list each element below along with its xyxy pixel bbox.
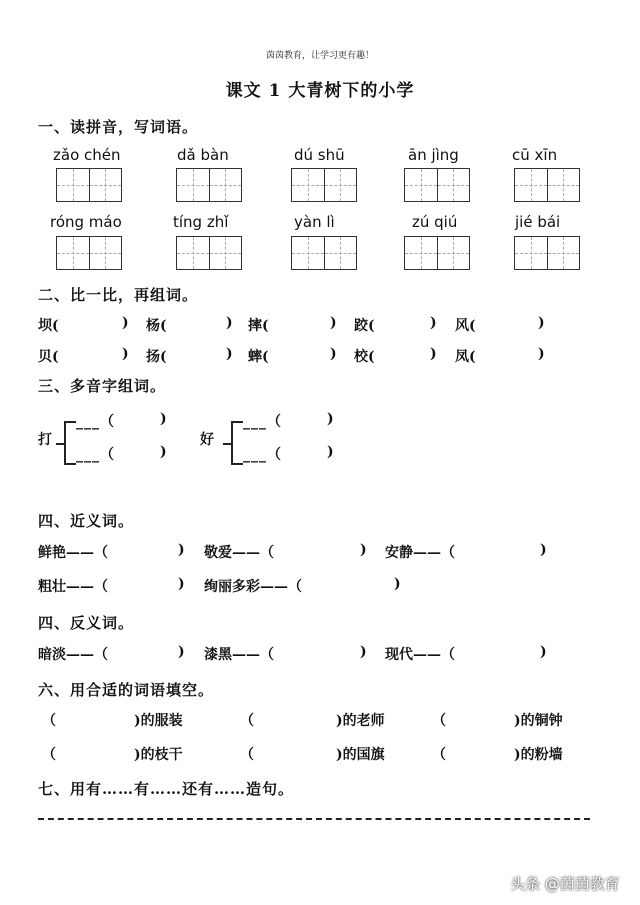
brace-icon [231,421,243,465]
page-header: 茵茵教育，让学习更有趣！ [265,51,374,61]
pinyin-label: ān jìng [408,146,459,164]
fill-item: )的老师 [336,713,385,729]
antonym-item: 漆黑——（ [204,647,274,663]
pinyin-label: zú qiú [412,213,458,231]
compare-item: 扬( [146,349,167,365]
compare-close: ) [330,346,337,362]
pinyin-label: tíng zhǐ [173,213,229,231]
pinyin-label: yàn lì [294,213,335,231]
writing-grid[interactable] [56,168,122,202]
answer-line[interactable] [38,818,590,820]
compare-close: ) [122,346,129,362]
writing-grid[interactable] [514,168,580,202]
writing-grid[interactable] [404,168,470,202]
compare-item: 蟀( [248,349,269,365]
compare-item: 风( [455,318,476,334]
section-2-heading: 二、比一比，再组词。 [38,286,199,304]
synonym-item: 绚丽多彩——（ [204,579,302,595]
synonym-close: ) [540,542,547,558]
synonym-item: 鲜艳——（ [38,545,108,561]
pinyin-label: róng máo [50,213,122,231]
fill-item: )的国旗 [336,747,385,763]
compare-item: 校( [354,349,375,365]
compare-close: ) [122,315,129,331]
writing-grid[interactable] [291,168,357,202]
polyphone-blank: ___（ [76,414,115,430]
section-4-heading: 四、近义词。 [38,512,135,530]
antonym-item: 暗淡——（ [38,647,108,663]
compare-close: ) [226,346,233,362]
compare-close: ) [430,315,437,331]
fill-item: )的服装 [134,713,183,729]
fill-open: （ [42,747,56,763]
section-3-heading: 三、多音字组词。 [38,377,167,395]
compare-close: ) [538,315,545,331]
compare-item: 跤( [354,318,375,334]
pinyin-label: cū xīn [512,146,558,164]
polyphone-blank: ___（ [243,447,282,463]
pinyin-label: dú shū [294,146,345,164]
polyphone-blank: ___（ [76,447,115,463]
polyphone-close: ) [160,411,167,427]
synonym-close: ) [178,576,185,592]
compare-close: ) [330,315,337,331]
fill-item: )的枝干 [134,747,183,763]
fill-open: （ [42,713,56,729]
compare-item: 凤( [455,349,476,365]
section-1-heading: 一、读拼音，写词语。 [38,118,199,136]
synonym-close: ) [178,542,185,558]
synonym-item: 粗壮——（ [38,579,108,595]
synonym-close: ) [394,576,401,592]
fill-open: （ [432,747,446,763]
writing-grid[interactable] [291,236,357,270]
antonym-close: ) [360,644,367,660]
synonym-item: 敬爱——（ [204,545,274,561]
fill-open: （ [240,747,254,763]
pinyin-label: dǎ bàn [177,146,229,164]
compare-close: ) [538,346,545,362]
writing-grid[interactable] [176,168,242,202]
fill-open: （ [240,713,254,729]
pinyin-label: jié bái [515,213,561,231]
polyphone-char: 好 [200,432,214,448]
antonym-close: ) [540,644,547,660]
antonym-item: 现代——（ [385,647,455,663]
fill-open: （ [432,713,446,729]
section-5-heading: 四、反义词。 [38,614,135,632]
fill-item: )的粉墙 [514,747,563,763]
writing-grid[interactable] [176,236,242,270]
polyphone-close: ) [160,444,167,460]
section-6-heading: 六、用合适的词语填空。 [38,681,215,699]
writing-grid[interactable] [404,236,470,270]
compare-item: 摔( [248,318,269,334]
page-title: 课文 1 大青树下的小学 [225,81,415,101]
compare-item: 贝( [38,349,59,365]
fill-item: )的铜钟 [514,713,563,729]
writing-grid[interactable] [514,236,580,270]
compare-item: 坝( [38,318,59,334]
compare-close: ) [226,315,233,331]
compare-item: 杨( [146,318,167,334]
writing-grid[interactable] [56,236,122,270]
antonym-close: ) [178,644,185,660]
polyphone-blank: ___（ [243,414,282,430]
polyphone-char: 打 [38,432,52,448]
synonym-item: 安静——（ [385,545,455,561]
synonym-close: ) [360,542,367,558]
pinyin-label: zǎo chén [53,146,121,164]
polyphone-close: ) [327,411,334,427]
compare-close: ) [430,346,437,362]
section-7-heading: 七、用有……有……还有……造句。 [38,780,295,798]
polyphone-close: ) [327,444,334,460]
brace-icon [64,421,76,465]
footer-watermark: 头条 @茵茵教育 [510,875,620,893]
